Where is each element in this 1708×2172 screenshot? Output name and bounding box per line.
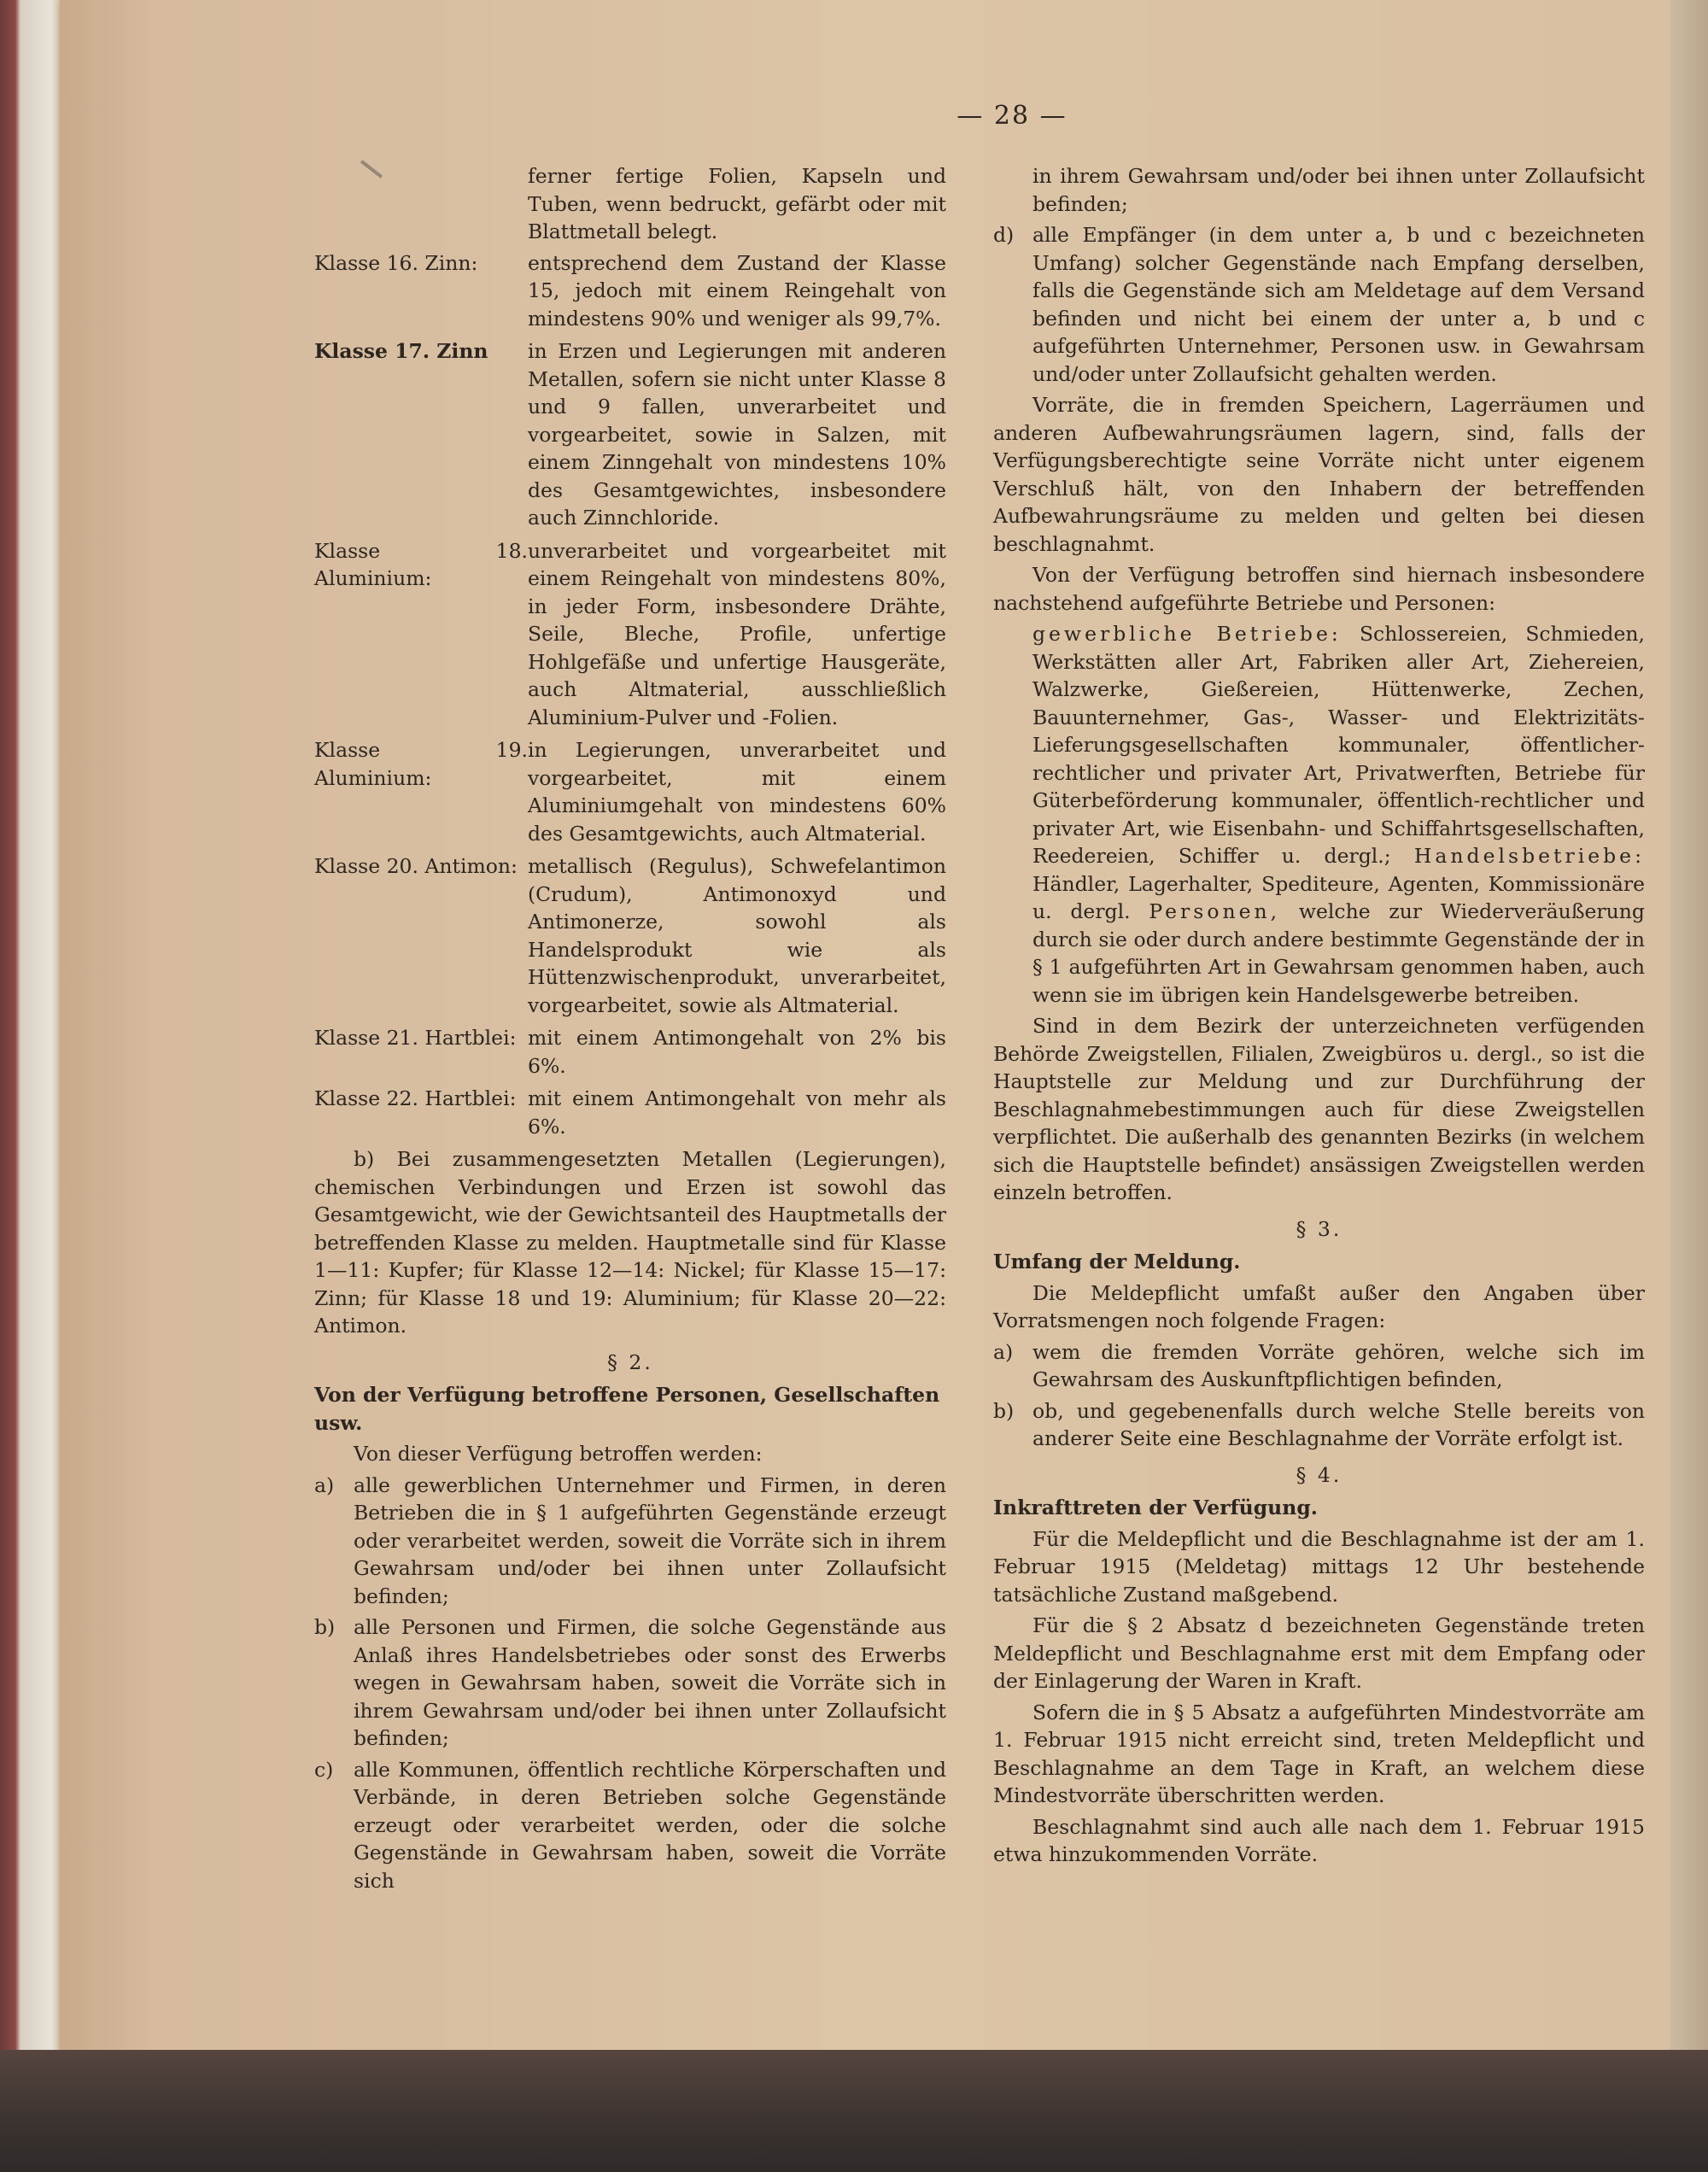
list-item-d xyxy=(993,221,1645,388)
section-2-title: § 2. xyxy=(607,1349,653,1374)
list-item-a xyxy=(993,1338,1645,1394)
personen-text: welche zur Wiederveräußerung durch sie oder durch andere bestimmte Gegenstände der in § 1 aufgeführten Art in Gewahrsam genommen haben, auch wenn sie im übrigen kein Handelsgewerbe betreiben. xyxy=(1032,899,1645,1007)
gewerbliche-label: gewerbliche Betriebe: xyxy=(1032,622,1342,646)
list-item-b xyxy=(993,1397,1645,1453)
list-item-c xyxy=(314,1756,946,1895)
item-text: ob, und gegebenenfalls durch welche Stelle bereits von anderer Seite eine Beschlagnahme der Vorräte erfolgt ist. xyxy=(1032,1398,1645,1450)
paragraph-betroffen: Von der Verfügung betroffen sind hiernach insbesondere nachstehend aufgeführte Betriebe und Personen: xyxy=(993,563,1645,615)
section-4-paragraph: Sofern die in § 5 Absatz a aufgeführten Mindestvorräte am 1. Februar 1915 nicht erreicht sind, treten Meldepflicht und Beschlagnahme an dem Tage in Kraft, an welchem diese Mindestvorräte überschritten werden. xyxy=(993,1700,1645,1807)
personen-label: Personen, xyxy=(1149,899,1281,923)
item-label: b) xyxy=(993,1398,1015,1423)
class-entry-20 xyxy=(314,852,946,1019)
class-label: Klasse 17. Zinn xyxy=(314,339,488,363)
class-label: Klasse 22. Hartblei: xyxy=(314,1086,517,1110)
continuation-text: ferner fertige Folien, Kapseln und Tuben, wenn bedruckt, gefärbt oder mit Blattmetall belegt. xyxy=(528,164,946,243)
left-column xyxy=(314,162,946,1898)
handels-label: Handelsbetriebe: xyxy=(1413,844,1645,868)
item-label: a) xyxy=(314,1472,335,1497)
paragraph-vorraete: Vorräte, die in fremden Speichern, Lagerräumen und anderen Aufbewahrungsräumen lagern, sind, falls der Verfügungsberechtigte seine Vorräte nicht unter eigenem Verschluß hält, von den Inhabern der betreffenden Aufbewahrungsräume zu melden und gelten bei diesen beschlagnahmt. xyxy=(993,393,1645,556)
item-text: wem die fremden Vorräte gehören, welche sich im Gewahrsam des Auskunftpflichtigen befinden, xyxy=(1032,1339,1645,1391)
class-text: in Legierungen, unverarbeitet und vorgearbeitet, mit einem Aluminiumgehalt von mindestens 60% des Gesamtgewichts, auch Altmaterial. xyxy=(528,738,946,846)
class-entry-19 xyxy=(314,736,946,847)
class-text: mit einem Antimongehalt von 2% bis 6%. xyxy=(528,1026,946,1078)
item-text: alle gewerblichen Unternehmer und Firmen, in deren Betrieben die in § 1 aufgeführten Gegenstände erzeugt oder verarbeitet werden, soweit die Vorräte sich in ihrem Gewahrsam und/oder bei ihnen unter Zollaufsicht befinden; xyxy=(354,1472,946,1608)
item-label: a) xyxy=(993,1339,1014,1364)
class-text: entsprechend dem Zustand der Klasse 15, jedoch mit einem Reingehalt von mindestens 90% und weniger als 99,7%. xyxy=(528,250,946,331)
section-4-title: § 4. xyxy=(1296,1462,1342,1487)
section-2-heading: Von der Verfügung betroffene Personen, Gesellschaften usw. xyxy=(314,1383,940,1435)
item-text: alle Personen und Firmen, die solche Gegenstände aus Anlaß ihres Handelsbetriebes oder sonst des Erwerbs wegen in Gewahrsam haben, soweit die Vorräte sich in ihrem Gewahrsam und/oder bei ihnen unter Zollaufsicht befinden; xyxy=(354,1615,946,1750)
right-column xyxy=(993,162,1645,1872)
paragraph-b: b) Bei zusammengesetzten Metallen (Legierungen), chemischen Verbindungen und Erzen ist sowohl das Gesamtgewicht, wie der Gewichtsanteil des Hauptmetalls der betreffenden Klasse zu melden. Hauptmetalle sind für Klasse 1—11: Kupfer; für Klasse 12—14: Nickel; für Klasse 15—17: Zinn; für Klasse 18 und 19: Aluminium; für Klasse 20—22: Antimon. xyxy=(314,1147,946,1338)
item-text: alle Kommunen, öffentlich rechtliche Körperschaften und Verbände, in deren Betrieben solche Gegenstände erzeugt oder verarbeitet werden, oder die solche Gegenstände in Gewahrsam haben, soweit die Vorräte sich xyxy=(354,1757,946,1893)
class-text: unverarbeitet und vorgearbeitet mit einem Reingehalt von mindestens 80%, in jeder Form, insbesondere Drähte, Seile, Bleche, Profile, unfertige Hohlgefäße und unfertige Hausgeräte, auch Altmaterial, ausschließlich Aluminium-Pulver und -Folien. xyxy=(528,538,946,729)
section-3-heading: Umfang der Meldung. xyxy=(993,1250,1241,1273)
section-4-paragraph: Für die § 2 Absatz d bezeichneten Gegenstände treten Meldepflicht und Beschlagnahme erst mit dem Empfang oder der Einlagerung der Waren in Kraft. xyxy=(993,1613,1645,1693)
section-3-title: § 3. xyxy=(1296,1216,1342,1241)
list-item-b xyxy=(314,1613,946,1753)
section-4-heading: Inkrafttreten der Verfügung. xyxy=(993,1496,1318,1519)
class-entry-22 xyxy=(314,1085,946,1140)
class-label: Klasse 20. Antimon: xyxy=(314,854,518,878)
class-entry-17 xyxy=(314,337,946,532)
list-item-a xyxy=(314,1472,946,1611)
class-label: Klasse 21. Hartblei: xyxy=(314,1026,517,1050)
item-text: alle Empfänger (in dem unter a, b und c bezeichneten Umfang) solcher Gegenstände nach Empfang derselben, falls die Gegenstände sich am Meldetage auf dem Versand befinden und nicht bei einem der unter a, b und c aufgeführten Unternehmer, Personen usw. in Gewahrsam und/oder unter Zollaufsicht gehalten werden. xyxy=(1032,223,1645,386)
section-4-paragraph: Beschlagnahmt sind auch alle nach dem 1. Februar 1915 etwa hinzukommenden Vorräte. xyxy=(993,1814,1645,1866)
scan-left-edge xyxy=(0,0,60,2172)
item-label: c) xyxy=(314,1757,334,1782)
handels-text: Händler, Lagerhalter, Spediteure, Agenten, Kommissionäre u. dergl. xyxy=(1032,871,1645,923)
class-entry-18 xyxy=(314,537,946,732)
section-2-intro: Von dieser Verfügung betroffen werden: xyxy=(354,1442,763,1466)
continuation-text: in ihrem Gewahrsam und/oder bei ihnen unter Zollaufsicht befinden; xyxy=(1032,164,1645,216)
class-text: mit einem Antimongehalt von mehr als 6%. xyxy=(528,1086,946,1139)
class-entry-21 xyxy=(314,1024,946,1080)
section-4-paragraph: Für die Meldepflicht und die Beschlagnahme ist der am 1. Februar 1915 (Meldetag) mittags 12 Uhr bestehende tatsächliche Zustand maßgebend. xyxy=(993,1526,1645,1607)
gewerbliche-text: Schlossereien, Schmieden, Werkstätten aller Art, Fabriken aller Art, Ziehereien, Walzwerke, Gießereien, Hüttenwerke, Zechen, Bauunternehmer, Gas-, Wasser- und Elektrizitäts-Lieferungsgesellschaften kommunaler, öffentlicher-rechtlicher und privater Art, Privatwerften, Betriebe für Güterbeförderung kommunaler, öffentlich-rechtlicher und privater Art, wie Eisenbahn- und Schiffahrtsgesellschaften, Reedereien, Schiffer u. dergl.; xyxy=(1032,622,1645,868)
section-3-intro: Die Meldepflicht umfaßt außer den Angaben über Vorratsmengen noch folgende Fragen: xyxy=(993,1280,1645,1332)
item-label: b) xyxy=(314,1615,336,1639)
paragraph-zweigstellen: Sind in dem Bezirk der unterzeichneten verfügenden Behörde Zweigstellen, Filialen, Zweigbüros u. dergl., so ist die Hauptstelle zur Meldung und zur Durchführung der Beschlagnahmebestimmungen auch für diese Zweigstellen verpflichtet. Die außerhalb des genannten Bezirks (in welchem sich die Hauptstelle befindet) ansässigen Zweigstellen werden einzeln betroffen. xyxy=(993,1014,1645,1204)
class-label: Klasse 19. Aluminium: xyxy=(314,738,528,790)
class-text: in Erzen und Legierungen mit anderen Metallen, sofern sie nicht unter Klasse 8 und 9 fallen, unverarbeitet und vorgearbeitet, sowie in Salzen, mit einem Zinngehalt von mindestens 10% des Gesamtgewichtes, insbesondere auch Zinnchloride. xyxy=(528,339,946,530)
item-label: d) xyxy=(993,223,1015,247)
class-label: Klasse 18. Aluminium: xyxy=(314,538,528,590)
class-label: Klasse 16. Zinn: xyxy=(314,250,478,275)
scan-right-edge xyxy=(1670,0,1708,2172)
page-number: — 28 — xyxy=(956,101,1068,131)
class-entry-16 xyxy=(314,249,946,333)
business-list xyxy=(993,620,1645,1009)
class-text: metallisch (Regulus), Schwefelantimon (Crudum), Antimonoxyd und Antimonerze, sowohl als Handelsprodukt wie als Hüttenzwischenprodukt, unverarbeitet, vorgearbeitet, sowie als Altmaterial. xyxy=(528,854,946,1017)
scan-background xyxy=(0,2050,1708,2172)
